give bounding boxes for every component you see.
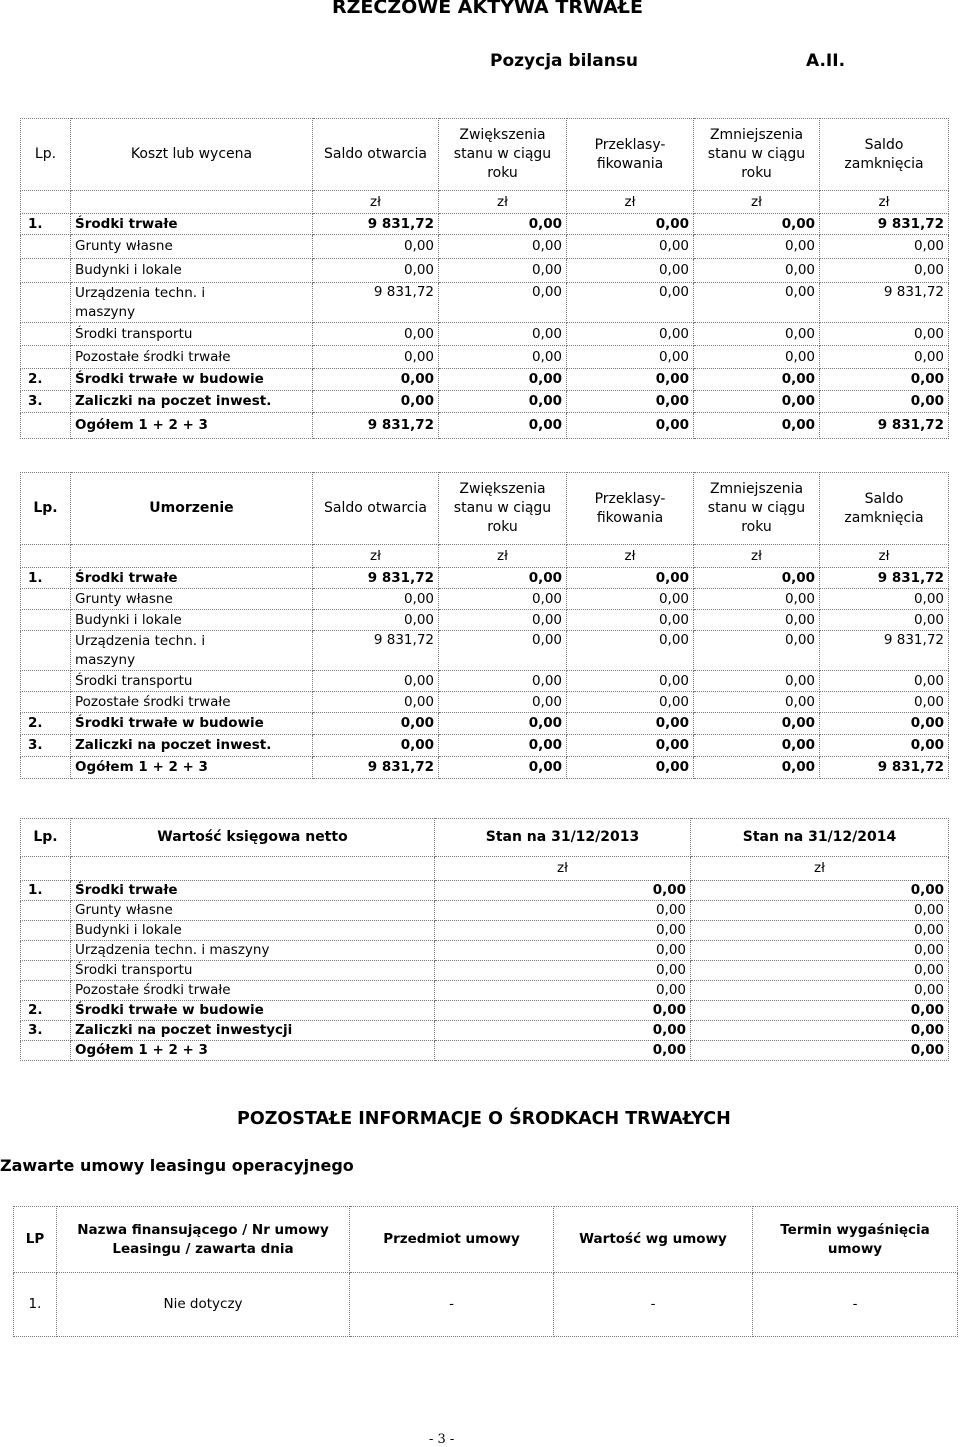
table-row	[21, 901, 949, 921]
table-row	[21, 369, 949, 391]
row-value: 0,00	[435, 941, 691, 961]
row-value: 9 831,72	[820, 283, 949, 323]
row-value: 0,00	[820, 692, 949, 713]
row-value: 0,00	[435, 901, 691, 921]
header-value: Wartość wg umowy	[554, 1207, 753, 1273]
unit-cell: zł	[694, 191, 820, 214]
table-row	[21, 323, 949, 346]
row-lp	[21, 981, 71, 1001]
header-expiry: Termin wygaśnięcia umowy	[753, 1207, 958, 1273]
row-value: 0,00	[694, 259, 820, 283]
row-value: 0,00	[439, 568, 567, 589]
row-financier: Nie dotyczy	[57, 1273, 350, 1337]
table-row	[21, 610, 949, 631]
row-name: Pozostałe środki trwałe	[71, 981, 435, 1001]
row-name: Środki trwałe	[71, 568, 313, 589]
row-lp	[21, 346, 71, 369]
row-value: 0,00	[313, 391, 439, 413]
row-lp	[21, 610, 71, 631]
row-value: 0,00	[439, 692, 567, 713]
row-value: 0,00	[439, 214, 567, 235]
row-value: 0,00	[313, 259, 439, 283]
other-info-title: POZOSTAŁE INFORMACJE O ŚRODKACH TRWAŁYCH	[237, 1109, 731, 1129]
row-lp: 2.	[21, 369, 71, 391]
header-lp: LP	[14, 1207, 57, 1273]
header-increase: Zwiększenia stanu w ciągu roku	[439, 119, 567, 191]
row-name: Zaliczki na poczet inwest.	[71, 735, 313, 757]
header-decrease: Zmniejszenia stanu w ciągu roku	[694, 119, 820, 191]
row-lp	[21, 921, 71, 941]
row-lp: 3.	[21, 735, 71, 757]
row-value: 0,00	[567, 692, 694, 713]
row-name: Grunty własne	[71, 235, 313, 259]
row-value: 0,00	[439, 610, 567, 631]
row-value: 0,00	[820, 671, 949, 692]
row-lp	[21, 283, 71, 323]
header-closing: Saldo zamknięcia	[820, 119, 949, 191]
unit-row	[21, 545, 949, 568]
row-value: 0,00	[694, 369, 820, 391]
row-value: 0,00	[694, 610, 820, 631]
row-value: 0,00	[435, 1041, 691, 1061]
table-row	[21, 941, 949, 961]
row-value: 0,00	[691, 961, 949, 981]
row-value: 0,00	[820, 610, 949, 631]
row-value: 0,00	[820, 323, 949, 346]
unit-cell	[21, 191, 71, 214]
table-row	[21, 981, 949, 1001]
row-value: 0,00	[313, 323, 439, 346]
row-value: 0,00	[439, 346, 567, 369]
row-value: 0,00	[435, 981, 691, 1001]
unit-row	[21, 191, 949, 214]
table-row	[21, 283, 949, 323]
row-value: 0,00	[435, 961, 691, 981]
row-expiry: -	[753, 1273, 958, 1337]
header-name: Umorzenie	[71, 473, 313, 545]
row-value: 0,00	[694, 323, 820, 346]
row-name: Ogółem 1 + 2 + 3	[71, 413, 313, 439]
row-value: 9 831,72	[313, 757, 439, 779]
row-value: 0,00	[691, 921, 949, 941]
row-value: 0,00	[567, 283, 694, 323]
row-lp	[21, 323, 71, 346]
header-opening: Saldo otwarcia	[313, 473, 439, 545]
row-value: 0,00	[313, 589, 439, 610]
row-lp: 3.	[21, 1021, 71, 1041]
row-value: 0,00	[820, 713, 949, 735]
table-row	[21, 259, 949, 283]
row-value: 0,00	[820, 369, 949, 391]
header-name: Wartość księgowa netto	[71, 819, 435, 857]
row-value: 9 831,72	[313, 214, 439, 235]
row-value: 0,00	[691, 1021, 949, 1041]
cost-table-header	[21, 119, 949, 191]
row-value: 0,00	[694, 631, 820, 671]
row-name: Środki trwałe w budowie	[71, 369, 313, 391]
row-value: 0,00	[567, 323, 694, 346]
unit-cell: zł	[439, 545, 567, 568]
row-value: 0,00	[439, 671, 567, 692]
row-value: 0,00	[313, 692, 439, 713]
row-lp	[21, 1041, 71, 1061]
row-value: 0,00	[567, 214, 694, 235]
row-value: 0,00	[439, 323, 567, 346]
row-value: 0,00	[439, 283, 567, 323]
row-value: 0,00	[313, 713, 439, 735]
row-value: 0,00	[694, 589, 820, 610]
unit-cell	[21, 545, 71, 568]
header-lp: Lp.	[21, 473, 71, 545]
row-name: Budynki i lokale	[71, 259, 313, 283]
row-value: 0,00	[313, 735, 439, 757]
table-row	[21, 921, 949, 941]
row-name: Grunty własne	[71, 589, 313, 610]
row-lp: 1.	[21, 881, 71, 901]
table-row	[21, 735, 949, 757]
unit-cell: zł	[435, 857, 691, 881]
row-name: Zaliczki na poczet inwest.	[71, 391, 313, 413]
row-value: 0,00	[567, 346, 694, 369]
row-value: 0,00	[435, 1021, 691, 1041]
table-row	[21, 1001, 949, 1021]
row-name: Zaliczki na poczet inwestycji	[71, 1021, 435, 1041]
table-row	[21, 692, 949, 713]
row-name: Pozostałe środki trwałe	[71, 346, 313, 369]
row-value: 0,00	[694, 671, 820, 692]
table-row	[21, 391, 949, 413]
row-value: 0,00	[439, 713, 567, 735]
row-lp	[21, 235, 71, 259]
header-reclass: Przeklasy-fikowania	[567, 473, 694, 545]
unit-cell: zł	[439, 191, 567, 214]
table-row	[21, 235, 949, 259]
row-name: Ogółem 1 + 2 + 3	[71, 757, 313, 779]
row-value: 0,00	[567, 391, 694, 413]
page-title: RZECZOWE AKTYWA TRWAŁE	[332, 0, 643, 18]
table-row	[21, 413, 949, 439]
row-value: 0,00	[820, 589, 949, 610]
row-value: 0,00	[313, 235, 439, 259]
table-row	[21, 1041, 949, 1061]
header-increase: Zwiększenia stanu w ciągu roku	[439, 473, 567, 545]
header-2013: Stan na 31/12/2013	[435, 819, 691, 857]
unit-cell: zł	[313, 191, 439, 214]
row-value: 0,00	[567, 259, 694, 283]
row-value: 0,00	[691, 941, 949, 961]
unit-cell: zł	[820, 191, 949, 214]
header-opening: Saldo otwarcia	[313, 119, 439, 191]
cost-table	[20, 118, 949, 439]
table-row	[21, 757, 949, 779]
header-decrease: Zmniejszenia stanu w ciągu roku	[694, 473, 820, 545]
depreciation-table	[20, 472, 949, 779]
leasing-table-header	[14, 1207, 958, 1273]
table-row	[14, 1273, 958, 1337]
row-value: 0,00	[439, 631, 567, 671]
row-value: 0,00	[694, 757, 820, 779]
row-name: Środki transportu	[71, 323, 313, 346]
row-value: 0,00	[567, 589, 694, 610]
balance-position-value: A.II.	[806, 51, 846, 71]
row-value: 9 831,72	[820, 214, 949, 235]
header-subject: Przedmiot umowy	[350, 1207, 554, 1273]
header-financier: Nazwa finansującego / Nr umowy Leasingu / zawarta dnia	[57, 1207, 350, 1273]
unit-cell	[71, 857, 435, 881]
depreciation-table-header	[21, 473, 949, 545]
row-name: Środki trwałe w budowie	[71, 1001, 435, 1021]
row-value: 9 831,72	[313, 413, 439, 439]
row-lp	[21, 413, 71, 439]
table-row	[21, 671, 949, 692]
row-value: 0,00	[313, 369, 439, 391]
row-value: 0,00	[439, 735, 567, 757]
row-value: 9 831,72	[313, 283, 439, 323]
row-value: 0,00	[694, 713, 820, 735]
table-row	[21, 568, 949, 589]
row-value: 0,00	[694, 235, 820, 259]
row-name: Urządzenia techn. i maszyny	[71, 283, 313, 323]
row-value: 0,00	[435, 1001, 691, 1021]
row-name: Grunty własne	[71, 901, 435, 921]
unit-cell: zł	[694, 545, 820, 568]
row-value: 0,00	[820, 235, 949, 259]
row-name: Środki trwałe	[71, 881, 435, 901]
row-name: Środki transportu	[71, 671, 313, 692]
row-lp: 2.	[21, 1001, 71, 1021]
row-value: 0,00	[567, 369, 694, 391]
row-value: 0,00	[694, 413, 820, 439]
table-row	[21, 346, 949, 369]
unit-cell: zł	[691, 857, 949, 881]
row-value: 0,00	[567, 671, 694, 692]
row-value: 0,00	[313, 671, 439, 692]
leasing-table	[13, 1206, 958, 1337]
row-value: 0,00	[820, 391, 949, 413]
unit-cell: zł	[567, 545, 694, 568]
header-reclass: Przeklasy-fikowania	[567, 119, 694, 191]
row-lp: 1.	[21, 568, 71, 589]
header-closing: Saldo zamknięcia	[820, 473, 949, 545]
row-value: 0,00	[439, 757, 567, 779]
row-value: 0,00	[313, 346, 439, 369]
row-lp	[21, 589, 71, 610]
row-value: 0,00	[567, 735, 694, 757]
row-name: Ogółem 1 + 2 + 3	[71, 1041, 435, 1061]
row-lp: 1.	[21, 214, 71, 235]
row-value: 0,00	[567, 610, 694, 631]
row-value: 0,00	[691, 901, 949, 921]
row-name: Środki trwałe	[71, 214, 313, 235]
row-value: -	[554, 1273, 753, 1337]
row-lp	[21, 901, 71, 921]
table-row	[21, 214, 949, 235]
unit-cell: zł	[820, 545, 949, 568]
row-value: 0,00	[567, 413, 694, 439]
row-value: 0,00	[567, 713, 694, 735]
table-row	[21, 961, 949, 981]
row-value: 0,00	[567, 235, 694, 259]
row-name: Urządzenia techn. i maszyny	[71, 631, 313, 671]
row-value: 9 831,72	[820, 757, 949, 779]
row-lp	[21, 631, 71, 671]
row-value: 0,00	[439, 391, 567, 413]
net-value-table-header	[21, 819, 949, 857]
header-lp: Lp.	[21, 819, 71, 857]
row-value: 0,00	[567, 757, 694, 779]
row-value: 0,00	[313, 610, 439, 631]
row-value: 0,00	[439, 589, 567, 610]
header-name: Koszt lub wycena	[71, 119, 313, 191]
row-value: 0,00	[691, 1041, 949, 1061]
row-value: 0,00	[694, 283, 820, 323]
row-value: 0,00	[691, 881, 949, 901]
table-row	[21, 1021, 949, 1041]
row-value: 0,00	[439, 235, 567, 259]
net-value-table	[20, 818, 949, 1061]
row-value: 0,00	[820, 735, 949, 757]
row-value: 9 831,72	[820, 413, 949, 439]
row-name: Środki trwałe w budowie	[71, 713, 313, 735]
unit-cell	[21, 857, 71, 881]
row-value: 0,00	[567, 568, 694, 589]
row-lp	[21, 941, 71, 961]
row-value: 0,00	[435, 881, 691, 901]
unit-row	[21, 857, 949, 881]
row-name: Pozostałe środki trwałe	[71, 692, 313, 713]
row-lp: 3.	[21, 391, 71, 413]
row-value: 0,00	[694, 391, 820, 413]
row-lp: 1.	[14, 1273, 57, 1337]
header-lp: Lp.	[21, 119, 71, 191]
row-lp	[21, 757, 71, 779]
row-value: 0,00	[567, 631, 694, 671]
row-value: 0,00	[694, 692, 820, 713]
row-value: 0,00	[694, 214, 820, 235]
page-number: - 3 -	[429, 1432, 455, 1447]
row-value: 0,00	[439, 259, 567, 283]
balance-position-label: Pozycja bilansu	[490, 51, 639, 71]
row-lp	[21, 259, 71, 283]
row-value: 0,00	[439, 369, 567, 391]
header-2014: Stan na 31/12/2014	[691, 819, 949, 857]
row-name: Środki transportu	[71, 961, 435, 981]
row-lp	[21, 671, 71, 692]
row-value: 0,00	[435, 921, 691, 941]
table-row	[21, 631, 949, 671]
row-value: 0,00	[694, 735, 820, 757]
unit-cell: zł	[313, 545, 439, 568]
row-value: 0,00	[820, 346, 949, 369]
unit-cell: zł	[567, 191, 694, 214]
row-value: 0,00	[694, 346, 820, 369]
unit-cell	[71, 191, 313, 214]
row-lp	[21, 692, 71, 713]
row-name: Budynki i lokale	[71, 921, 435, 941]
row-value: 0,00	[691, 1001, 949, 1021]
row-value: 9 831,72	[820, 631, 949, 671]
row-lp	[21, 961, 71, 981]
row-value: 0,00	[439, 413, 567, 439]
row-value: 0,00	[691, 981, 949, 1001]
row-name: Budynki i lokale	[71, 610, 313, 631]
leasing-title: Zawarte umowy leasingu operacyjnego	[0, 1156, 354, 1175]
row-value: 9 831,72	[313, 568, 439, 589]
row-subject: -	[350, 1273, 554, 1337]
row-lp: 2.	[21, 713, 71, 735]
row-value: 0,00	[694, 568, 820, 589]
table-row	[21, 589, 949, 610]
row-value: 9 831,72	[313, 631, 439, 671]
unit-cell	[71, 545, 313, 568]
row-name: Urządzenia techn. i maszyny	[71, 941, 435, 961]
row-value: 9 831,72	[820, 568, 949, 589]
row-value: 0,00	[820, 259, 949, 283]
table-row	[21, 713, 949, 735]
table-row	[21, 881, 949, 901]
